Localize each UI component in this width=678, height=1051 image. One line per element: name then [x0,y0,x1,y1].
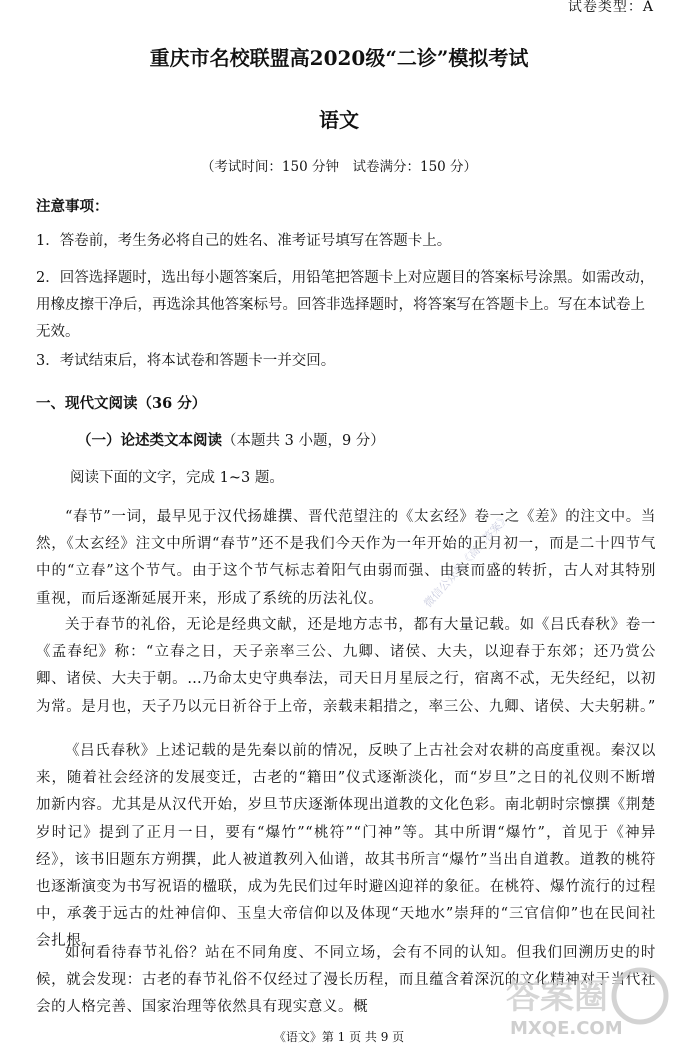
diagonal-watermark: 微信公众号《高三答案》 [421,511,513,611]
section-title: 一、现代文阅读（36 分） [36,395,207,412]
note-item-1: 1．答卷前，考生务必将自己的姓名、准考证号填写在答题卡上。 [36,233,452,249]
logo-text: 答案圈 [506,977,608,1017]
page-footer: 《语文》第 1 页 共 9 页 [273,1030,405,1044]
notes-heading: 注意事项： [36,198,109,215]
subject-title: 语文 [319,108,359,132]
subsection-title-rest: （本题共 3 小题，9 分） [222,433,385,449]
logo-subtext: MXQE.COM [510,1018,623,1038]
note-item-2: 2．回答选择题时，选出每小题答案后，用铅笔把答题卡上对应题目的答案标号涂黑。如需改动，用橡皮擦干净后，再选涂其他答案标号。回答非选择题时，将答案写在答题卡上。写在本试卷上无效。 [36,270,655,340]
passage-paragraph-1: “春节”一词，最早见于汉代扬雄撰、晋代范望注的《太玄经》卷一之《差》的注文中。当然，《太玄经》注文中所谓“春节”还不是我们今天作为一年开始的正月初一，而是二十四节气中的“立春”这个节气。由于这个节气标志着阳气由弱而强、由衰而盛的转折，古人对其特别重视，而后逐渐延展开来，形成了系统的历法礼仪。 [36,509,656,607]
passage-paragraph-2: 关于春节的礼俗，无论是经典文献，还是地方志书，都有大量记载。如《吕氏春秋》卷一《孟春纪》称：“立春之日，天子亲率三公、九卿、诸侯、大夫，以迎春于东郊；还乃赏公卿、诸侯、大夫于朝。…乃命太史守典奉法，司天日月星辰之行，宿离不忒，无失经纪，以初为常。是月也，天子乃以元日祈谷于上帝，亲载耒耜措之，率三公、九卿、诸侯、大夫躬耕。” [36,617,656,715]
reading-instruction: 阅读下面的文字，完成 1~3 题。 [70,470,284,486]
exam-title: 重庆市名校联盟高2020级“二诊”模拟考试 [149,46,529,70]
note-item-3: 3．考试结束后，将本试卷和答题卡一并交回。 [36,353,336,369]
answer-circle-logo-watermark [500,958,670,1038]
passage-paragraph-3: 《吕氏春秋》上述记载的是先秦以前的情况，反映了上古社会对农耕的高度重视。秦汉以来，随着社会经济的发展变迁，古老的“籍田”仪式逐渐淡化，而“岁旦”之日的礼仪则不断增加新内容。尤其是从汉代开始，岁旦节庆逐渐体现出道教的文化色彩。南北朝时宗懔撰《荆楚岁时记》提到了正月一日，要有“爆竹”“桃符”“门神”等。其中所谓“爆竹”，首见于《神异经》，该书旧题东方朔撰，此人被道教列入仙谱，故其书所言“爆竹”当出自道教。道教的桃符也逐渐演变为书写祝语的楹联，成为先民们过年时避凶迎祥的象征。在桃符、爆竹流行的过程中，承袭于远古的灶神信仰、玉皇大帝信仰以及体现“天地水”崇拜的“三官信仰”也在民间社会扎根。 [36,743,656,950]
exam-time-info: （考试时间：150 分钟 试卷满分：150 分） [200,159,478,175]
subsection-title [77,429,385,450]
subsection-title-bold: （一）论述类文本阅读 [77,432,222,449]
paper-type-label: 试卷类型：A [567,0,654,15]
passage-paragraph-4: 如何看待春节礼俗？站在不同角度、不同立场，会有不同的认知。但我们回溯历史的时候，就会发现：古老的春节礼俗不仅经过了漫长历程，而且蕴含着深沉的文化精神对于当代社会的人格完善、国家治理等依然具有现实意义。概 [36,945,656,1016]
